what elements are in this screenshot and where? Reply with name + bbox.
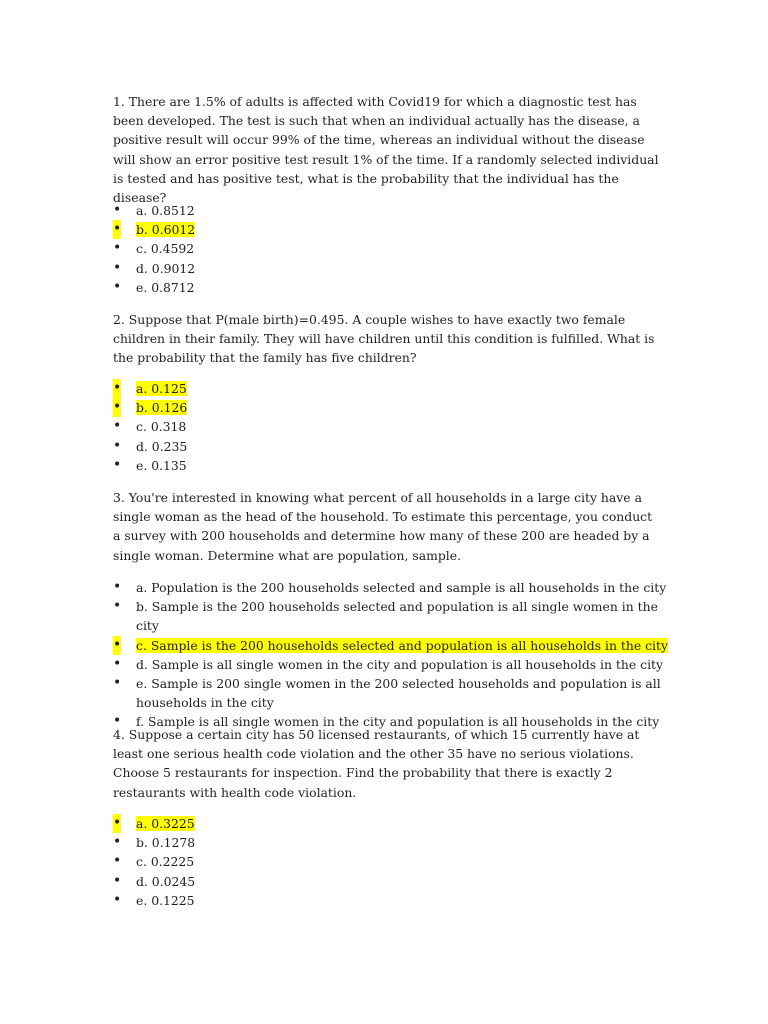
bullet-icon: • [113,398,121,417]
option-label: c. 0.4592 [136,241,195,257]
question-4-text: 4. Suppose a certain city has 50 licensed restaurants, of which 15 currently have at least one serious health code violation and the other 35 have no serious violations. Choose 5 restaurants for inspection. Find the probability that there is exactly 2 restaurants with health code violation. [113,727,640,800]
bullet-icon: • [113,259,122,276]
bullet-icon: • [113,220,121,239]
bullet-icon: • [113,655,122,672]
option-3d [113,655,673,674]
bullet-icon: • [113,814,121,833]
option-1c [113,239,673,258]
option-label: e. Sample is 200 single women in the 200 selected households and population is all households in the city [136,676,661,711]
question-2-options [113,379,673,475]
option-label: e. 0.8712 [136,279,195,295]
option-label: d. Sample is all single women in the city and population is all households in the city [136,656,664,672]
bullet-icon: • [113,456,122,473]
option-label: a. 0.8512 [136,203,195,218]
option-4e [113,891,673,910]
option-label: e. 0.135 [136,457,187,473]
bullet-icon: • [113,437,122,454]
question-3-text: 3. You're interested in knowing what percent of all households in a large city have a single woman as the head of the household. To estimate this percentage, you conduct a survey with 200 households and determine how many of these 200 are headed by a single woman. Determine what are population, sample. [113,490,653,563]
option-1a [113,201,673,220]
option-label-highlighted: b. 0.126 [136,400,188,416]
option-label: c. 0.2225 [136,854,195,870]
option-3c [113,636,673,655]
option-2d [113,437,673,456]
bullet-icon: • [113,418,122,435]
option-label-highlighted: a. 0.3225 [136,816,195,831]
option-label: e. 0.1225 [136,892,195,908]
option-1d [113,259,673,278]
option-label: d. 0.9012 [136,260,196,276]
option-4c [113,852,673,871]
bullet-icon: • [113,713,122,730]
option-3b [113,597,673,635]
option-label: b. 0.1278 [136,835,196,851]
bullet-icon: • [113,675,122,692]
question-3-options [113,578,673,732]
option-label: d. 0.235 [136,438,188,454]
option-label-highlighted: a. 0.125 [136,381,187,396]
option-1e [113,278,673,297]
question-1-text: 1. There are 1.5% of adults is affected with Covid19 for which a diagnostic test has been developed. The test is such that when an individual actually has the disease, a positive result will occur 99% of the time, whereas an individual without the disease will show an error positive test result 1% of the time. If a randomly selected individual is tested and has positive test, what is the probability that the individual has the disease? [113,94,659,206]
option-label-highlighted: b. 0.6012 [136,222,196,238]
option-3e [113,674,673,712]
bullet-icon: • [113,891,122,908]
option-label: c. 0.318 [136,419,187,435]
option-4d [113,872,673,891]
question-2-text: 2. Suppose that P(male birth)=0.495. A couple wishes to have exactly two female children in their family. They will have children until this condition is fulfilled. What is the probability that the family has five children? [113,312,655,366]
option-label: b. Sample is the 200 households selected and population is all single women in the city [136,599,658,634]
option-2a [113,379,673,398]
question-1-options [113,201,673,297]
option-4b [113,833,673,852]
bullet-icon: • [113,834,122,851]
option-label-highlighted: c. Sample is the 200 households selected and population is all households in the city [136,637,668,653]
bullet-icon: • [113,853,122,870]
option-label: f. Sample is all single women in the city and population is all households in the city [136,714,660,730]
option-label: a. Population is the 200 households selected and sample is all households in the city [136,580,667,595]
option-label: d. 0.0245 [136,873,196,889]
bullet-icon: • [113,379,121,398]
bullet-icon: • [113,579,122,595]
bullet-icon: • [113,278,122,295]
option-1b [113,220,673,239]
bullet-icon: • [113,202,122,218]
option-4a [113,814,673,833]
question-4-options [113,814,673,910]
option-2c [113,417,673,436]
option-3a [113,578,673,597]
option-2e [113,456,673,475]
bullet-icon: • [113,636,121,655]
bullet-icon: • [113,872,122,889]
bullet-icon: • [113,598,122,615]
bullet-icon: • [113,240,122,257]
option-2b [113,398,673,417]
